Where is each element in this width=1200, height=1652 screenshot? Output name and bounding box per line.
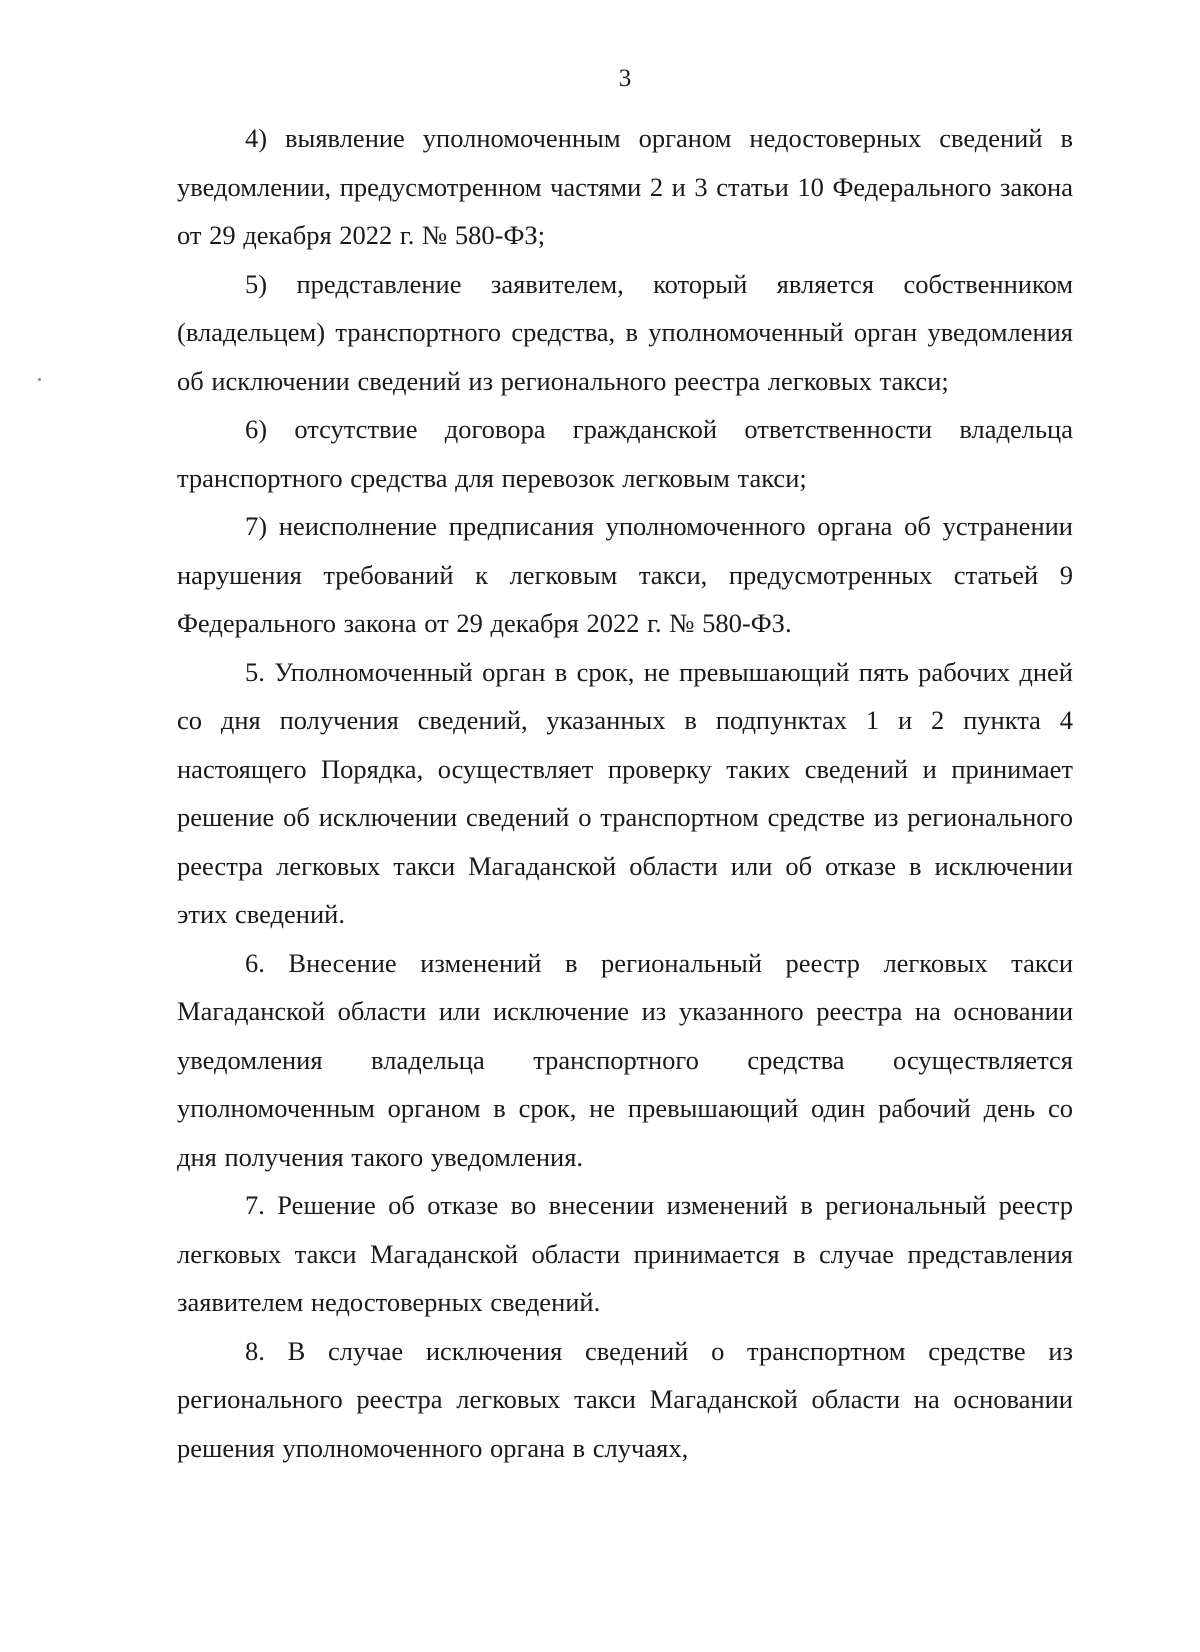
- page-number: 3: [618, 65, 632, 92]
- paragraph-item-4: 4) выявление уполномоченным органом недостоверных сведений в уведомлении, предусмотренном частями 2 и 3 статьи 10 Федерального закона от 29 декабря 2022 г. № 580-ФЗ;: [177, 123, 1073, 250]
- scan-speck: [38, 378, 41, 381]
- paragraph-clause-6: 6. Внесение изменений в региональный реестр легковых такси Магаданской области или исключение из указанного реестра на основании уведомления владельца транспортного средства осуществляется уполномоченным органом в срок, не превышающий один рабочий день со дня получения такого уведомления.: [177, 947, 1073, 1172]
- document-body: [177, 114, 1073, 1472]
- paragraph-item-6: 6) отсутствие договора гражданской ответственности владельца транспортного средства для перевозок легковым такси;: [177, 414, 1073, 493]
- paragraph-item-5: 5) представление заявителем, который является собственником (владельцем) транспортного средства, в уполномоченный орган уведомления об исключении сведений из регионального реестра легковых такси;: [177, 268, 1073, 396]
- paragraph-clause-5: 5. Уполномоченный орган в срок, не превышающий пять рабочих дней со дня получения сведений, указанных в подпунктах 1 и 2 пункта 4 настоящего Порядка, осуществляет проверку таких сведений и принимает решение об исключении сведений о транспортном средстве из регионального реестра легковых такси Магаданской области или об отказе в исключении этих сведений.: [177, 656, 1073, 929]
- paragraph-clause-8: 8. В случае исключения сведений о транспортном средстве из регионального реестра легковых такси Магаданской области на основании решения уполномоченного органа в случаях,: [177, 1335, 1073, 1463]
- paragraph-clause-7: 7. Решение об отказе во внесении изменений в региональный реестр легковых такси Магаданской области принимается в случае представления заявителем недостоверных сведений.: [177, 1190, 1073, 1317]
- paragraph-item-7: 7) неисполнение предписания уполномоченного органа об устранении нарушения требований к легковым такси, предусмотренных статьей 9 Федерального закона от 29 декабря 2022 г. № 580-ФЗ.: [177, 511, 1073, 638]
